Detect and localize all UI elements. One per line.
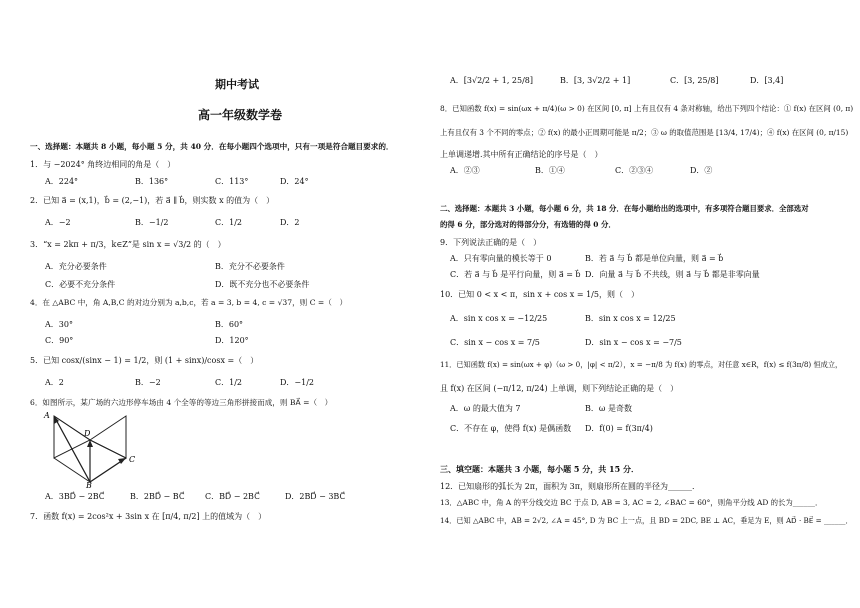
q6-option-a: A．3BD⃗ − 2BC⃗ xyxy=(45,492,105,501)
q2-option-a: A．−2 xyxy=(45,218,71,227)
q1-stem: 1．与 −2024° 角终边相同的角是（ ） xyxy=(30,160,176,169)
q11-option-d: D．f(0) = f(3π/4) xyxy=(585,424,653,433)
q6-option-b: B．2BD⃗ − BC⃗ xyxy=(130,492,185,501)
q8-option-d: D．② xyxy=(690,166,713,175)
q3-stem: 3．“x = 2kπ + π/3，k∈Z”是 sin x = √3/2 的（ ） xyxy=(30,240,226,249)
section-2-heading: 二、选择题：本题共 3 小题，每小题 6 分，共 18 分．在每小题给出的选项中，有多项符合题目要求．全部选对 xyxy=(440,204,809,213)
q3-option-c: C．必要不充分条件 xyxy=(45,280,116,289)
vector-ba xyxy=(54,416,90,482)
q10-option-b: B．sin x cos x = 12/25 xyxy=(585,314,676,323)
q3-option-d: D．既不充分也不必要条件 xyxy=(215,280,310,289)
q8-stem-line3: 上单调递增.其中所有正确结论的序号是（ ） xyxy=(440,150,603,159)
q10-option-d: D．sin x − cos x = −7/5 xyxy=(585,338,682,347)
q4-stem: 4．在 △ABC 中，角 A,B,C 的对边分别为 a,b,c，若 a = 3, b = 4, c = √37，则 C =（ ） xyxy=(30,298,348,307)
q13-stem: 13．△ABC 中，角 A 的平分线交边 BC 于点 D, AB = 3, AC = 2, ∠BAC = 60°，则角平分线 AD 的长为______． xyxy=(440,498,823,507)
q8-option-c: C．②③④ xyxy=(615,166,654,175)
q5-option-b: B．−2 xyxy=(135,378,161,387)
section-3-heading: 三、填空题：本题共 3 小题，每小题 5 分，共 15 分． xyxy=(440,464,639,474)
q9-option-a: A．只有零向量的模长等于 0 xyxy=(450,254,552,263)
q9-option-c: C．若 a⃗ 与 b⃗ 是平行向量，则 a⃗ = b⃗ xyxy=(450,270,581,279)
q11-stem-line1: 11．已知函数 f(x) = sin(ωx + φ)（ω > 0，|φ| < π/2），x = −π/8 为 f(x) 的零点，对任意 x∈R，f(x) ≤ f(3π/8) 恒成立， xyxy=(440,360,843,369)
q7-option-a: A．[3√2/2 + 1, 25/8] xyxy=(450,76,534,85)
q1-option-c: C．113° xyxy=(215,177,249,186)
q10-option-c: C．sin x − cos x = 7/5 xyxy=(450,338,540,347)
q11-option-b: B．ω 是奇数 xyxy=(585,404,632,413)
q2-option-b: B．−1/2 xyxy=(135,218,169,227)
q11-stem-line2: 且 f(x) 在区间 (−π/12, π/24) 上单调，则下列结论正确的是（ ） xyxy=(440,384,679,393)
q1-option-d: D．24° xyxy=(280,177,309,186)
q14-stem: 14．已知 △ABC 中，AB = 2√2, ∠A = 45°, D 为 BC 上一点，且 BD = 2DC, BE ⊥ AC，垂足为 E，则 AD⃗ · BE⃗ = ______． xyxy=(440,516,853,525)
q2-option-d: D．2 xyxy=(280,218,300,227)
q3-option-a: A．充分必要条件 xyxy=(45,262,107,271)
q11-option-a: A．ω 的最大值为 7 xyxy=(450,404,521,413)
q8-stem-line1: 8．已知函数 f(x) = sin(ωx + π/4)(ω > 0) 在区间 [0, π] 上有且仅有 4 条对称轴，给出下列四个结论：① f(x) 在区间 (0, π) xyxy=(440,104,854,113)
q10-stem: 10．已知 0 < x < π，sin x + cos x = 1/5，则（ ） xyxy=(440,290,639,299)
label-c: C xyxy=(129,455,136,464)
q7-option-d: D．[3,4] xyxy=(750,76,784,85)
q4-option-b: B．60° xyxy=(215,320,244,329)
q3-option-b: B．充分不必要条件 xyxy=(215,262,285,271)
figure-triangle-4 xyxy=(90,416,126,458)
q6-option-c: C．BD⃗ − 2BC⃗ xyxy=(205,492,260,501)
section-2-heading-cont: 的得 6 分，部分选对的得部分分，有选错的得 0 分． xyxy=(440,220,616,229)
q7-option-c: C．[3, 25/8] xyxy=(670,76,719,85)
label-a: A xyxy=(44,411,50,420)
q9-stem: 9．下列说法正确的是（ ） xyxy=(440,238,542,247)
section-1-heading: 一、选择题：本题共 8 小题，每小题 5 分，共 40 分．在每小题四个选项中，只有一项是符合题目要求的． xyxy=(30,142,394,151)
exam-subtitle: 高一年级数学卷 xyxy=(198,108,283,122)
q12-stem: 12．已知扇形的弧长为 2π，面积为 3π，则扇形所在圆的半径为______． xyxy=(440,482,700,491)
q4-option-c: C．90° xyxy=(45,336,74,345)
q11-option-c: C．不存在 φ，使得 f(x) 是偶函数 xyxy=(450,424,572,433)
label-b: B xyxy=(86,481,92,488)
q10-option-a: A．sin x cos x = −12/25 xyxy=(450,314,548,323)
q4-option-d: D．120° xyxy=(215,336,249,345)
q2-stem: 2．已知 a⃗ = (x,1)，b⃗ = (2,−1)，若 a⃗ ∥ b⃗，则实数 x 的值为（ ） xyxy=(30,196,275,205)
q5-option-d: D．−1/2 xyxy=(280,378,314,387)
q8-option-a: A．②③ xyxy=(450,166,480,175)
q5-option-c: C．1/2 xyxy=(215,378,242,387)
q9-option-d: D．向量 a⃗ 与 b⃗ 不共线，则 a⃗ 与 b⃗ 都是非零向量 xyxy=(585,270,760,279)
q8-stem-line2: 上有且仅有 3 个不同的零点；② f(x) 的最小正周期可能是 π/2；③ ω 的取值范围是 [13/4, 17/4)；④ f(x) 在区间 (0, π/15) xyxy=(440,128,849,137)
label-d: D xyxy=(84,429,91,438)
q6-option-d: D．2BD⃗ − 3BC⃗ xyxy=(285,492,346,501)
q7-stem: 7．函数 f(x) = 2cos²x + 3sin x 在 [π/4, π/2] 上的值域为（ ） xyxy=(30,512,267,521)
q5-option-a: A．2 xyxy=(45,378,64,387)
q1-option-b: B．136° xyxy=(135,177,169,186)
q7-option-b: B．[3, 3√2/2 + 1] xyxy=(560,76,631,85)
q4-option-a: A．30° xyxy=(45,320,73,329)
q9-option-b: B．若 a⃗ 与 b⃗ 都是单位向量，则 a⃗ = b⃗ xyxy=(585,254,724,263)
q8-option-b: B．①④ xyxy=(535,166,565,175)
exam-title: 期中考试 xyxy=(215,78,259,91)
left-column xyxy=(30,0,440,608)
q6-stem: 6．如图所示，某广场的六边形停车场由 4 个全等的等边三角形拼接而成，则 BA⃗ =（ ） xyxy=(30,398,333,407)
q1-option-a: A．224° xyxy=(45,177,79,186)
q5-stem: 5．已知 cosx/(sinx − 1) = 1/2，则 (1 + sinx)/cosx =（ ） xyxy=(30,356,259,365)
right-column xyxy=(440,0,854,608)
q2-option-c: C．1/2 xyxy=(215,218,242,227)
parking-lot-figure xyxy=(40,410,155,488)
